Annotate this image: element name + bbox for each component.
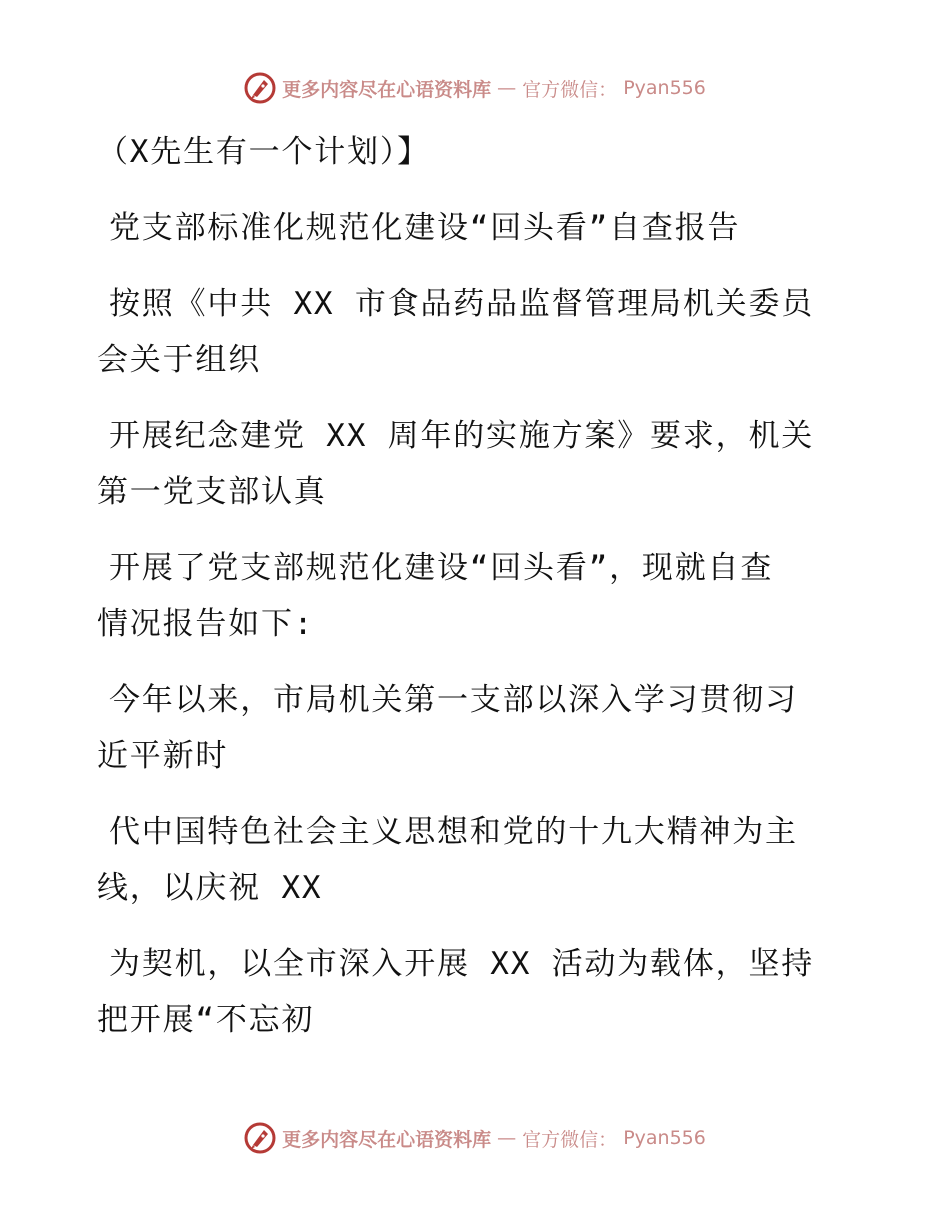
watermark-wechat-id: Pyan556 bbox=[623, 77, 706, 99]
document-line: 为契机，以全市深入开展 XX 活动为载体，坚持 bbox=[109, 946, 815, 982]
watermark-wechat-id: Pyan556 bbox=[623, 1127, 706, 1149]
watermark-wechat-label: 官方微信： bbox=[522, 1128, 618, 1151]
footer-watermark bbox=[0, 1122, 950, 1154]
watermark-main-text: 更多内容尽在心语资料库 bbox=[282, 78, 492, 101]
document-line: （X先生有一个计划）】 bbox=[97, 134, 430, 170]
document-line: 第一党支部认真 bbox=[97, 474, 327, 510]
document-line: 按照《中共 XX 市食品药品监督管理局机关委员 bbox=[109, 286, 815, 322]
document-body bbox=[97, 124, 837, 1048]
document-line: 代中国特色社会主义思想和党的十九大精神为主 bbox=[109, 814, 798, 850]
watermark-main-text: 更多内容尽在心语资料库 bbox=[282, 1128, 492, 1151]
document-line: 今年以来，市局机关第一支部以深入学习贯彻习 bbox=[109, 682, 798, 718]
document-line: 开展纪念建党 XX 周年的实施方案》要求，机关 bbox=[109, 418, 815, 454]
document-line: 线，以庆祝 XX bbox=[97, 870, 323, 906]
document-line: 情况报告如下: bbox=[97, 606, 315, 642]
pen-nib-logo-icon bbox=[244, 1122, 276, 1154]
header-watermark bbox=[0, 72, 950, 104]
document-title: 党支部标准化规范化建设“回头看”自查报告 bbox=[109, 210, 741, 246]
document-line: 开展了党支部规范化建设“回头看”，现就自查 bbox=[109, 550, 774, 586]
document-line: 近平新时 bbox=[97, 738, 229, 774]
watermark-wechat-label: 官方微信： bbox=[522, 78, 618, 101]
pen-nib-logo-icon bbox=[244, 72, 276, 104]
document-line: 把开展“不忘初 bbox=[97, 1002, 315, 1038]
watermark-dash: — bbox=[497, 77, 517, 99]
watermark-dash: — bbox=[497, 1127, 517, 1149]
document-line: 会关于组织 bbox=[97, 342, 261, 378]
